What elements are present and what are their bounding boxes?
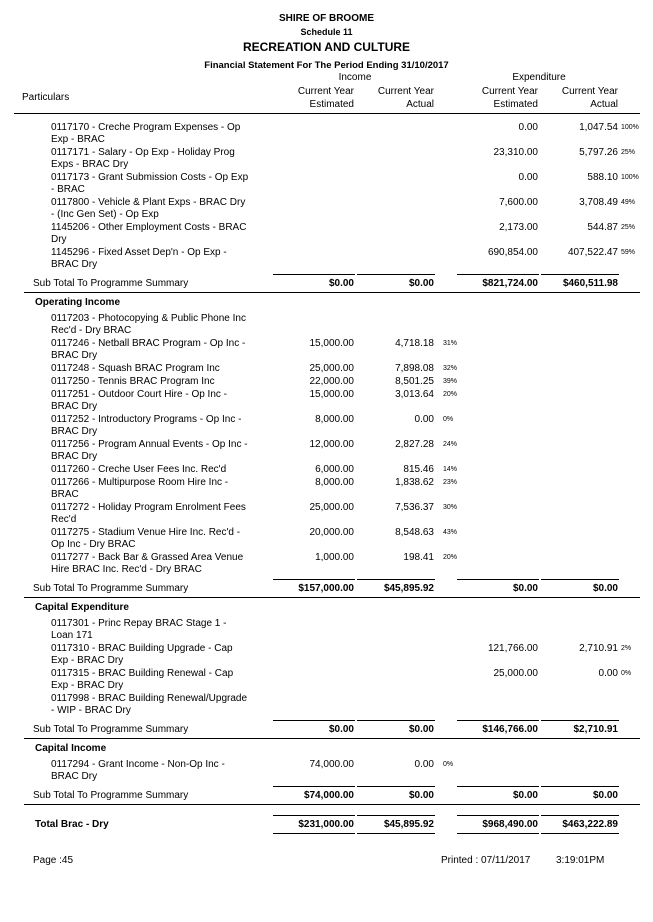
grand-total-expenditure-estimated: $968,490.00 bbox=[482, 819, 538, 830]
row-description-line1: 0117256 - Program Annual Events - Op Inc - bbox=[51, 439, 248, 450]
row-income-estimated: 25,000.00 bbox=[309, 502, 354, 513]
total-rule bbox=[541, 815, 619, 816]
subtotal-expenditure-actual: $2,710.91 bbox=[573, 724, 618, 735]
subtotal-income-actual: $0.00 bbox=[408, 724, 434, 735]
grand-total-income-actual: $45,895.92 bbox=[383, 819, 434, 830]
row-income-percent: 23% bbox=[443, 479, 458, 486]
row-description bbox=[51, 477, 266, 501]
row-expenditure-estimated: 0.00 bbox=[518, 172, 538, 183]
total-rule bbox=[541, 579, 619, 580]
total-rule bbox=[541, 786, 619, 787]
income-estimated-header-line1: Current Year bbox=[297, 86, 354, 97]
row-description-line1: 1145296 - Fixed Asset Dep'n - Op Exp - bbox=[51, 247, 227, 258]
total-rule bbox=[457, 579, 539, 580]
row-description bbox=[51, 464, 266, 476]
expenditure-estimated-header-line2: Estimated bbox=[493, 99, 538, 110]
row-income-estimated: 74,000.00 bbox=[309, 759, 354, 770]
row-description bbox=[51, 122, 266, 146]
row-description bbox=[51, 618, 266, 642]
row-description-line1: 0117266 - Multipurpose Room Hire Inc - bbox=[51, 477, 229, 488]
row-description bbox=[51, 338, 266, 362]
row-description bbox=[51, 502, 266, 526]
row-description-line2: BRAC Dry bbox=[51, 350, 98, 361]
subtotal-expenditure-estimated: $821,724.00 bbox=[482, 278, 538, 289]
row-description-line2: Exps - BRAC Dry bbox=[51, 159, 129, 170]
row-income-percent: 31% bbox=[443, 340, 458, 347]
row-expenditure-percent: 100% bbox=[621, 124, 639, 131]
row-expenditure-estimated: 23,310.00 bbox=[493, 147, 538, 158]
report-period: Financial Statement For The Period Ending 31/10/2017 bbox=[204, 60, 449, 71]
row-description-line2: Exp - BRAC Dry bbox=[51, 655, 124, 666]
row-description bbox=[51, 414, 266, 438]
row-description-line1: 0117251 - Outdoor Court Hire - Op Inc - bbox=[51, 389, 228, 400]
total-rule bbox=[457, 833, 539, 834]
section-divider bbox=[24, 292, 640, 293]
row-description bbox=[51, 147, 266, 171]
row-income-actual: 4,718.18 bbox=[395, 338, 434, 349]
grand-total-label: Total Brac - Dry bbox=[35, 819, 109, 830]
row-income-percent: 32% bbox=[443, 365, 458, 372]
row-description-line1: 0117315 - BRAC Building Renewal - Cap bbox=[51, 668, 234, 679]
row-income-estimated: 15,000.00 bbox=[309, 338, 354, 349]
row-income-estimated: 22,000.00 bbox=[309, 376, 354, 387]
row-expenditure-actual: 588.10 bbox=[587, 172, 618, 183]
row-expenditure-percent: 2% bbox=[621, 645, 632, 652]
row-description-line1: 0117173 - Grant Submission Costs - Op Exp bbox=[51, 172, 249, 183]
row-expenditure-actual: 3,708.49 bbox=[579, 197, 618, 208]
subtotal-income-actual: $0.00 bbox=[408, 790, 434, 801]
row-description-line2: Exp - BRAC bbox=[51, 134, 105, 145]
header-divider bbox=[14, 113, 640, 114]
income-estimated-header bbox=[298, 85, 354, 111]
row-description-line2: BRAC Dry bbox=[51, 771, 98, 782]
expenditure-actual-header-line1: Current Year bbox=[561, 86, 618, 97]
subtotal-label: Sub Total To Programme Summary bbox=[33, 790, 189, 801]
row-expenditure-percent: 25% bbox=[621, 149, 636, 156]
row-income-percent: 39% bbox=[443, 378, 458, 385]
row-description-line2: Op Inc - Dry BRAC bbox=[51, 539, 136, 550]
row-income-actual: 2,827.28 bbox=[395, 439, 434, 450]
row-description-line2: BRAC Dry bbox=[51, 259, 98, 270]
subtotal-expenditure-estimated: $0.00 bbox=[512, 583, 538, 594]
schedule-label: Schedule 11 bbox=[300, 27, 353, 37]
row-description-line1: 0117250 - Tennis BRAC Program Inc bbox=[51, 376, 215, 387]
total-rule bbox=[541, 833, 619, 834]
row-description-line2: Hire BRAC Inc. Rec'd - Dry BRAC bbox=[51, 564, 202, 575]
row-description bbox=[51, 552, 266, 576]
row-income-estimated: 6,000.00 bbox=[315, 464, 354, 475]
expenditure-estimated-header bbox=[482, 85, 538, 111]
row-income-actual: 0.00 bbox=[414, 414, 434, 425]
total-rule bbox=[541, 720, 619, 721]
row-income-percent: 20% bbox=[443, 554, 458, 561]
row-income-actual: 7,536.37 bbox=[395, 502, 434, 513]
row-expenditure-percent: 49% bbox=[621, 199, 636, 206]
section-title-capital-expenditure: Capital Expenditure bbox=[35, 602, 129, 613]
grand-total-expenditure-actual: $463,222.89 bbox=[562, 819, 618, 830]
subtotal-income-estimated: $74,000.00 bbox=[303, 790, 354, 801]
row-description-line1: 0117277 - Back Bar & Grassed Area Venue bbox=[51, 552, 244, 563]
row-description-line2: - BRAC bbox=[51, 184, 85, 195]
income-actual-header-line1: Current Year bbox=[377, 86, 434, 97]
expenditure-header: Expenditure bbox=[512, 72, 566, 83]
section-divider bbox=[24, 738, 640, 739]
row-description bbox=[51, 247, 266, 271]
row-income-actual: 8,501.25 bbox=[395, 376, 434, 387]
row-description-line1: 0117800 - Vehicle & Plant Exps - BRAC Dry bbox=[51, 197, 246, 208]
row-income-actual: 3,013.64 bbox=[395, 389, 434, 400]
row-expenditure-percent: 59% bbox=[621, 249, 636, 256]
row-expenditure-estimated: 25,000.00 bbox=[493, 668, 538, 679]
row-description-line1: 0117248 - Squash BRAC Program Inc bbox=[51, 363, 220, 374]
total-rule bbox=[357, 833, 435, 834]
row-description bbox=[51, 172, 266, 196]
subtotal-label: Sub Total To Programme Summary bbox=[33, 724, 189, 735]
row-expenditure-percent: 25% bbox=[621, 224, 636, 231]
total-rule bbox=[273, 833, 355, 834]
row-income-actual: 7,898.08 bbox=[395, 363, 434, 374]
subtotal-expenditure-estimated: $146,766.00 bbox=[482, 724, 538, 735]
total-rule bbox=[541, 274, 619, 275]
row-description bbox=[51, 693, 266, 717]
row-income-actual: 0.00 bbox=[414, 759, 434, 770]
subtotal-income-estimated: $0.00 bbox=[328, 724, 354, 735]
row-description bbox=[51, 363, 266, 375]
subtotal-expenditure-actual: $0.00 bbox=[592, 790, 618, 801]
total-rule bbox=[357, 579, 435, 580]
row-income-percent: 20% bbox=[443, 391, 458, 398]
section-divider bbox=[24, 597, 640, 598]
printed-label: Printed : bbox=[441, 855, 479, 866]
row-description-line1: 0117998 - BRAC Building Renewal/Upgrade bbox=[51, 693, 248, 704]
row-description-line2: BRAC bbox=[51, 489, 79, 500]
row-expenditure-estimated: 7,600.00 bbox=[499, 197, 538, 208]
row-description-line2: BRAC Dry bbox=[51, 451, 98, 462]
row-income-actual: 1,838.62 bbox=[395, 477, 434, 488]
total-rule bbox=[357, 815, 435, 816]
row-description-line1: 0117246 - Netball BRAC Program - Op Inc - bbox=[51, 338, 246, 349]
total-rule bbox=[457, 274, 539, 275]
grand-total-income-estimated: $231,000.00 bbox=[298, 819, 354, 830]
total-rule bbox=[457, 815, 539, 816]
subtotal-income-actual: $0.00 bbox=[408, 278, 434, 289]
total-rule bbox=[273, 274, 355, 275]
row-income-actual: 815.46 bbox=[403, 464, 434, 475]
subtotal-label: Sub Total To Programme Summary bbox=[33, 278, 189, 289]
row-expenditure-actual: 5,797.26 bbox=[579, 147, 618, 158]
row-description-line2: - WIP - BRAC Dry bbox=[51, 705, 131, 716]
income-actual-header-line2: Actual bbox=[406, 99, 434, 110]
total-rule bbox=[273, 720, 355, 721]
row-description-line1: 0117294 - Grant Income - Non-Op Inc - bbox=[51, 759, 225, 770]
row-description bbox=[51, 439, 266, 463]
row-expenditure-actual: 544.87 bbox=[587, 222, 618, 233]
total-rule bbox=[273, 579, 355, 580]
total-rule bbox=[273, 786, 355, 787]
row-income-actual: 8,548.63 bbox=[395, 527, 434, 538]
row-description bbox=[51, 222, 266, 246]
section-title-operating-income: Operating Income bbox=[35, 297, 121, 308]
row-income-percent: 0% bbox=[443, 761, 454, 768]
row-description bbox=[51, 527, 266, 551]
row-description-line1: 0117171 - Salary - Op Exp - Holiday Prog bbox=[51, 147, 235, 158]
total-rule bbox=[357, 786, 435, 787]
row-income-percent: 0% bbox=[443, 416, 454, 423]
row-income-estimated: 8,000.00 bbox=[315, 414, 354, 425]
subtotal-expenditure-estimated: $0.00 bbox=[512, 790, 538, 801]
income-header: Income bbox=[338, 72, 372, 83]
row-income-estimated: 25,000.00 bbox=[309, 363, 354, 374]
row-expenditure-percent: 0% bbox=[621, 670, 632, 677]
row-income-percent: 14% bbox=[443, 466, 458, 473]
row-description-line1: 1145206 - Other Employment Costs - BRAC bbox=[51, 222, 247, 233]
row-description bbox=[51, 389, 266, 413]
row-description-line2: BRAC Dry bbox=[51, 401, 98, 412]
row-expenditure-estimated: 121,766.00 bbox=[487, 643, 538, 654]
row-description-line1: 0117203 - Photocopying & Public Phone Inc bbox=[51, 313, 246, 324]
row-income-percent: 24% bbox=[443, 441, 458, 448]
row-income-estimated: 12,000.00 bbox=[309, 439, 354, 450]
row-expenditure-actual: 2,710.91 bbox=[579, 643, 618, 654]
row-description-line1: 0117252 - Introductory Programs - Op Inc - bbox=[51, 414, 242, 425]
page-number: Page :45 bbox=[33, 855, 74, 866]
row-description bbox=[51, 197, 266, 221]
subtotal-expenditure-actual: $460,511.98 bbox=[562, 278, 618, 289]
subtotal-income-estimated: $0.00 bbox=[328, 278, 354, 289]
row-income-percent: 43% bbox=[443, 529, 458, 536]
subtotal-income-actual: $45,895.92 bbox=[383, 583, 434, 594]
total-rule bbox=[357, 720, 435, 721]
row-description-line1: 0117275 - Stadium Venue Hire Inc. Rec'd - bbox=[51, 527, 241, 538]
printed-info bbox=[441, 855, 530, 866]
row-description-line2: Dry bbox=[51, 234, 67, 245]
row-description bbox=[51, 668, 266, 692]
total-rule bbox=[273, 815, 355, 816]
org-name: SHIRE OF BROOME bbox=[278, 13, 374, 24]
total-rule bbox=[457, 786, 539, 787]
particulars-header: Particulars bbox=[22, 92, 70, 103]
total-rule bbox=[457, 720, 539, 721]
row-description-line2: Loan 171 bbox=[51, 630, 93, 641]
row-income-percent: 30% bbox=[443, 504, 458, 511]
subtotal-expenditure-actual: $0.00 bbox=[592, 583, 618, 594]
row-expenditure-actual: 1,047.54 bbox=[579, 122, 618, 133]
subtotal-income-estimated: $157,000.00 bbox=[298, 583, 354, 594]
row-description-line1: 0117260 - Creche User Fees Inc. Rec'd bbox=[51, 464, 227, 475]
row-description-line1: 0117272 - Holiday Program Enrolment Fees bbox=[51, 502, 246, 513]
row-description bbox=[51, 376, 266, 388]
expenditure-actual-header-line2: Actual bbox=[590, 99, 618, 110]
row-income-actual: 198.41 bbox=[403, 552, 434, 563]
printed-time: 3:19:01PM bbox=[556, 855, 605, 866]
expenditure-actual-header bbox=[562, 85, 618, 111]
row-description-line2: Exp - BRAC Dry bbox=[51, 680, 124, 691]
row-income-estimated: 8,000.00 bbox=[315, 477, 354, 488]
row-income-estimated: 1,000.00 bbox=[315, 552, 354, 563]
row-description-line2: Rec'd - Dry BRAC bbox=[51, 325, 132, 336]
printed-date: 07/11/2017 bbox=[481, 855, 531, 866]
row-income-estimated: 20,000.00 bbox=[309, 527, 354, 538]
expenditure-estimated-header-line1: Current Year bbox=[481, 86, 538, 97]
row-description-line1: 0117301 - Princ Repay BRAC Stage 1 - bbox=[51, 618, 227, 629]
row-expenditure-estimated: 690,854.00 bbox=[487, 247, 538, 258]
section-divider bbox=[24, 804, 640, 805]
row-expenditure-estimated: 2,173.00 bbox=[499, 222, 538, 233]
row-expenditure-actual: 407,522.47 bbox=[567, 247, 618, 258]
row-description bbox=[51, 759, 266, 783]
subtotal-label: Sub Total To Programme Summary bbox=[33, 583, 189, 594]
row-expenditure-percent: 100% bbox=[621, 174, 639, 181]
row-description-line2: - (Inc Gen Set) - Op Exp bbox=[51, 209, 159, 220]
income-actual-header bbox=[378, 85, 434, 111]
row-expenditure-estimated: 0.00 bbox=[518, 122, 538, 133]
row-description bbox=[51, 313, 266, 337]
income-estimated-header-line2: Estimated bbox=[309, 99, 354, 110]
report-title: RECREATION AND CULTURE bbox=[242, 40, 411, 54]
row-income-estimated: 15,000.00 bbox=[309, 389, 354, 400]
row-description-line1: 0117310 - BRAC Building Upgrade - Cap bbox=[51, 643, 233, 654]
row-description-line2: BRAC Dry bbox=[51, 426, 98, 437]
row-expenditure-actual: 0.00 bbox=[598, 668, 618, 679]
row-description-line1: 0117170 - Creche Program Expenses - Op bbox=[51, 122, 241, 133]
total-rule bbox=[357, 274, 435, 275]
section-title-capital-income: Capital Income bbox=[35, 743, 107, 754]
row-description-line2: Rec'd bbox=[51, 514, 77, 525]
row-description bbox=[51, 643, 266, 667]
